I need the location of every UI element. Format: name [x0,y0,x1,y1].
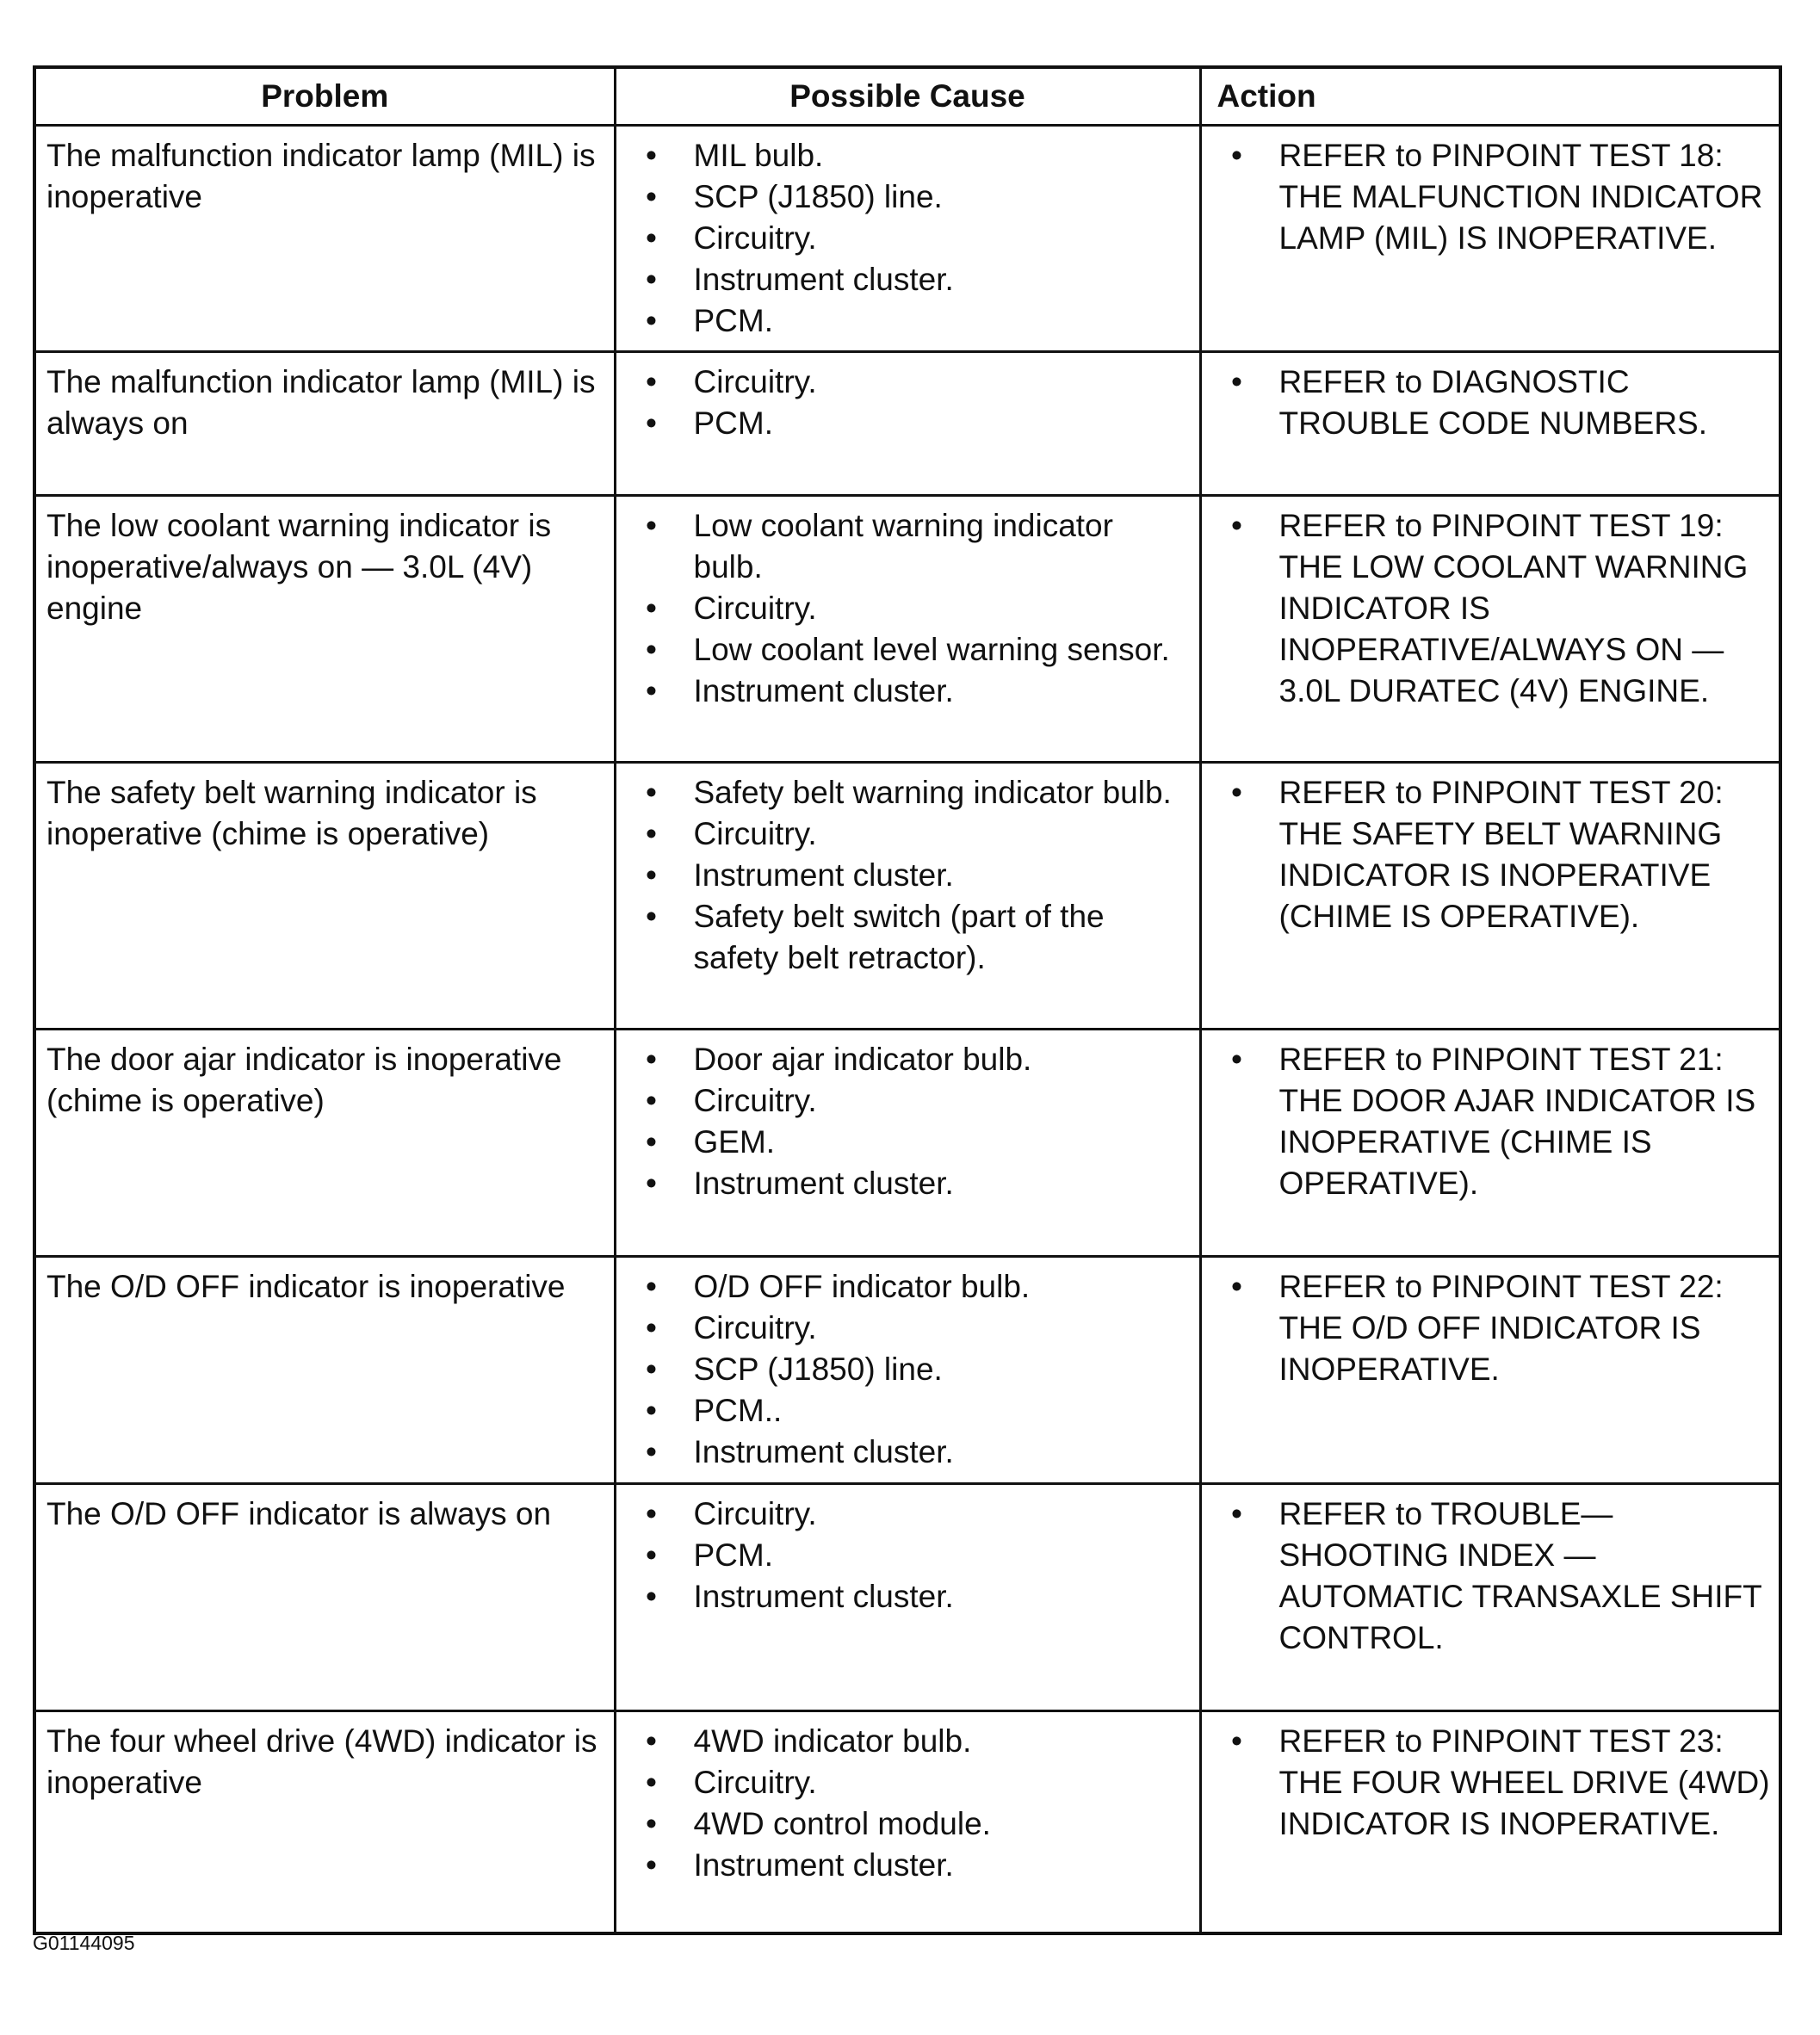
table-row [34,496,1780,763]
cause-text: Door ajar indicator bulb. [693,1042,1032,1077]
action-item [1202,505,1771,712]
cause-cell [615,1484,1200,1711]
cause-cell [615,496,1200,763]
header-possible-cause: Possible Cause [615,67,1200,126]
cause-item [616,896,1191,979]
action-text: REFER to PINPOINT TEST 18: THE MALFUNCTION INDICATOR LAMP (MIL) IS INOPERATIVE. [1278,138,1763,256]
bullet-icon: • [646,1806,657,1841]
bullet-icon: • [646,364,657,399]
action-list [1202,1485,1780,1659]
bullet-icon: • [646,405,657,441]
bullet-icon: • [646,775,657,810]
table-row [34,126,1780,352]
bullet-icon: • [646,1393,657,1428]
action-cell [1200,1484,1780,1711]
problem-cell: The O/D OFF indicator is inoperative [34,1257,615,1484]
cause-item [616,1163,1191,1204]
cause-item [616,1308,1191,1349]
problem-cell: The malfunction indicator lamp (MIL) is always on [34,352,615,496]
action-cell [1200,352,1780,496]
cause-item [616,218,1191,259]
action-text: REFER to PINPOINT TEST 23: THE FOUR WHEEL DRIVE (4WD) INDICATOR IS INOPERATIVE. [1278,1723,1770,1841]
cause-item [616,1721,1191,1762]
cause-text: PCM. [693,303,773,338]
bullet-icon: • [1231,364,1242,399]
bullet-icon: • [646,1434,657,1469]
bullet-icon: • [1231,508,1242,543]
cause-item [616,1576,1191,1617]
cause-item [616,1080,1191,1122]
action-list [1202,353,1780,444]
action-cell [1200,1030,1780,1257]
cause-text: PCM.. [693,1393,783,1428]
cause-text: Instrument cluster. [693,1166,954,1201]
action-list [1202,497,1780,712]
bullet-icon: • [646,262,657,297]
cause-text: PCM. [693,405,773,441]
bullet-icon: • [646,857,657,893]
cause-text: GEM. [693,1124,776,1160]
table-row [34,1711,1780,1933]
cause-text: 4WD indicator bulb. [693,1723,972,1759]
cause-text: Circuitry. [693,816,817,851]
cause-cell [615,1030,1200,1257]
action-list [1202,1030,1780,1204]
table-row [34,1257,1780,1484]
diagnostic-table [33,65,1782,1935]
cause-text: Circuitry. [693,1310,817,1345]
action-cell [1200,1711,1780,1933]
action-list [1202,1712,1780,1845]
action-text: REFER to PINPOINT TEST 22: THE O/D OFF INDICATOR IS INOPERATIVE. [1278,1269,1724,1387]
table-body [34,126,1780,1933]
cause-list [616,353,1199,444]
bullet-icon: • [646,1310,657,1345]
bullet-icon: • [646,179,657,214]
bullet-icon: • [646,220,657,256]
action-cell [1200,496,1780,763]
bullet-icon: • [646,1765,657,1800]
action-text: REFER to TROUBLE— SHOOTING INDEX — AUTOMATIC TRANSAXLE SHIFT CONTROL. [1278,1496,1762,1655]
action-item [1202,1494,1771,1659]
action-text: REFER to PINPOINT TEST 19: THE LOW COOLANT WARNING INDICATOR IS INOPERATIVE/ALWAYS ON — 3.0L DURATEC (4V) ENGINE. [1278,508,1749,708]
cause-text: Circuitry. [693,1496,817,1531]
cause-list [616,1485,1199,1617]
cause-text: Instrument cluster. [693,262,954,297]
cause-item [616,1122,1191,1163]
header-problem: Problem [34,67,615,126]
cause-item [616,1494,1191,1535]
cause-list [616,127,1199,342]
bullet-icon: • [646,508,657,543]
bullet-icon: • [646,1579,657,1614]
cause-text: Instrument cluster. [693,1847,954,1883]
cause-list [616,1258,1199,1473]
cause-text: SCP (J1850) line. [693,179,943,214]
action-item [1202,135,1771,259]
cause-item [616,259,1191,300]
cause-text: 4WD control module. [693,1806,991,1841]
cause-item [616,505,1191,588]
bullet-icon: • [646,591,657,626]
cause-text: Circuitry. [693,591,817,626]
cause-item [616,1039,1191,1080]
cause-text: Safety belt switch (part of the safety belt retractor). [693,899,1105,975]
cause-item [616,629,1191,671]
cause-list [616,1712,1199,1886]
cause-item [616,1762,1191,1803]
bullet-icon: • [646,1723,657,1759]
cause-text: Circuitry. [693,220,817,256]
bullet-icon: • [646,816,657,851]
figure-id: G01144095 [33,1932,135,1954]
bullet-icon: • [646,1042,657,1077]
cause-item [616,1535,1191,1576]
cause-text: Circuitry. [693,1765,817,1800]
bullet-icon: • [646,138,657,173]
action-list [1202,1258,1780,1390]
bullet-icon: • [1231,775,1242,810]
cause-cell [615,763,1200,1030]
cause-text: Low coolant warning indicator bulb. [693,508,1113,585]
action-item [1202,1721,1771,1845]
bullet-icon: • [646,1537,657,1573]
cause-item [616,1803,1191,1845]
bullet-icon: • [646,899,657,934]
cause-list [616,497,1199,712]
cause-item [616,772,1191,813]
bullet-icon: • [646,1166,657,1201]
cause-text: Safety belt warning indicator bulb. [693,775,1172,810]
cause-text: Circuitry. [693,1083,817,1118]
table-row [34,1484,1780,1711]
cause-cell [615,1711,1200,1933]
table-row [34,763,1780,1030]
cause-text: Circuitry. [693,364,817,399]
cause-item [616,855,1191,896]
cause-text: PCM. [693,1537,773,1573]
cause-item [616,588,1191,629]
action-item [1202,362,1771,444]
bullet-icon: • [646,1352,657,1387]
action-cell [1200,1257,1780,1484]
action-list [1202,764,1780,937]
cause-item [616,671,1191,712]
problem-cell: The safety belt warning indicator is inoperative (chime is operative) [34,763,615,1030]
cause-item [616,1432,1191,1473]
cause-item [616,362,1191,403]
cause-text: Instrument cluster. [693,673,954,708]
cause-item [616,1349,1191,1390]
cause-text: Instrument cluster. [693,1434,954,1469]
cause-item [616,1266,1191,1308]
action-cell [1200,763,1780,1030]
bullet-icon: • [646,1847,657,1883]
cause-item [616,135,1191,176]
bullet-icon: • [1231,1723,1242,1759]
cause-item [616,300,1191,342]
problem-cell: The low coolant warning indicator is inoperative/always on — 3.0L (4V) engine [34,496,615,763]
problem-cell: The malfunction indicator lamp (MIL) is inoperative [34,126,615,352]
cause-text: SCP (J1850) line. [693,1352,943,1387]
action-item [1202,1039,1771,1204]
action-text: REFER to PINPOINT TEST 21: THE DOOR AJAR INDICATOR IS INOPERATIVE (CHIME IS OPERATIVE). [1278,1042,1756,1201]
cause-text: O/D OFF indicator bulb. [693,1269,1031,1304]
cause-item [616,1845,1191,1886]
problem-cell: The O/D OFF indicator is always on [34,1484,615,1711]
cause-item [616,1390,1191,1432]
bullet-icon: • [646,1269,657,1304]
action-item [1202,772,1771,937]
bullet-icon: • [1231,1042,1242,1077]
header-row [34,67,1780,126]
cause-item [616,813,1191,855]
bullet-icon: • [646,1083,657,1118]
table-row [34,352,1780,496]
bullet-icon: • [1231,1496,1242,1531]
cause-cell [615,352,1200,496]
action-text: REFER to PINPOINT TEST 20: THE SAFETY BELT WARNING INDICATOR IS INOPERATIVE (CHIME IS OPERATIVE). [1278,775,1724,934]
action-item [1202,1266,1771,1390]
bullet-icon: • [646,303,657,338]
table-row [34,1030,1780,1257]
cause-item [616,176,1191,218]
cause-item [616,403,1191,444]
problem-cell: The four wheel drive (4WD) indicator is inoperative [34,1711,615,1933]
cause-cell [615,1257,1200,1484]
bullet-icon: • [646,632,657,667]
header-action: Action [1200,67,1780,126]
cause-text: Low coolant level warning sensor. [693,632,1170,667]
cause-list [616,764,1199,979]
bullet-icon: • [1231,138,1242,173]
bullet-icon: • [646,673,657,708]
action-text: REFER to DIAGNOSTIC TROUBLE CODE NUMBERS. [1278,364,1708,441]
cause-text: MIL bulb. [693,138,824,173]
bullet-icon: • [1231,1269,1242,1304]
action-cell [1200,126,1780,352]
bullet-icon: • [646,1496,657,1531]
problem-cell: The door ajar indicator is inoperative (chime is operative) [34,1030,615,1257]
cause-text: Instrument cluster. [693,1579,954,1614]
cause-list [616,1030,1199,1204]
bullet-icon: • [646,1124,657,1160]
cause-text: Instrument cluster. [693,857,954,893]
action-list [1202,127,1780,259]
cause-cell [615,126,1200,352]
